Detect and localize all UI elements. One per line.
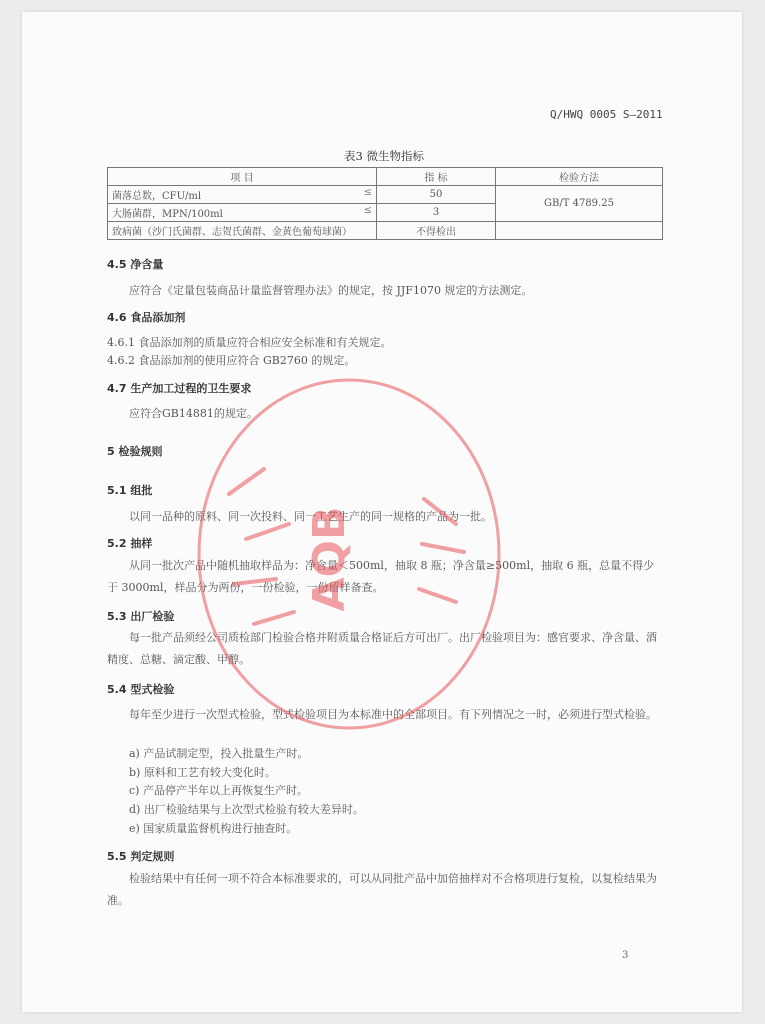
table-caption: 表3 微生物指标	[344, 149, 424, 163]
row-value: 不得检出	[377, 222, 496, 240]
method-cell: GB/T 4789.25	[496, 186, 663, 222]
list-item-c: c) 产品停产半年以上再恢复生产时。	[129, 784, 308, 797]
list-item-e: e) 国家质量监督机构进行抽查时。	[129, 822, 298, 835]
row-value: 50	[377, 186, 496, 204]
heading-4-6: 4.6 食品添加剂	[107, 311, 186, 324]
stamp-outer-ring	[199, 380, 499, 728]
list-item-b: b) 原料和工艺有较大变化时。	[129, 766, 276, 779]
heading-5-5: 5.5 判定规则	[107, 850, 175, 863]
paragraph-4-7: 应符合GB14881的规定。	[129, 407, 258, 420]
list-item-a: a) 产品试制定型，投入批量生产时。	[129, 747, 309, 760]
heading-5: 5 检验规则	[107, 445, 163, 458]
table-row	[108, 186, 663, 204]
clause-4-6-1: 4.6.1 食品添加剂的质量应符合相应安全标准和有关规定。	[107, 336, 392, 349]
comparison-symbol: ≤	[363, 205, 372, 216]
heading-5-2: 5.2 抽样	[107, 537, 153, 550]
comparison-symbol: ≤	[363, 187, 372, 198]
paragraph-5-4: 每年至少进行一次型式检验，型式检验项目为本标准中的全部项目。有下列情况之一时，必须进行型式检验。	[129, 708, 657, 721]
heading-4-7: 4.7 生产加工过程的卫生要求	[107, 382, 252, 395]
microbial-indicators-table	[107, 167, 663, 240]
method-cell-empty	[496, 222, 663, 240]
red-seal-stamp	[194, 374, 504, 734]
stamp-lettering: AQB	[304, 506, 355, 612]
heading-5-3: 5.3 出厂检验	[107, 610, 175, 623]
row-item: 致病菌（沙门氏菌群、志贺氏菌群、金黄色葡萄球菌）	[108, 222, 377, 240]
document-page	[22, 12, 742, 1012]
row-item	[108, 186, 377, 204]
row-item-label: 菌落总数，CFU/ml	[112, 191, 202, 202]
heading-4-5: 4.5 净含量	[107, 258, 164, 271]
paragraph-5-1: 以同一品种的原料、同一次投料、同一工艺生产的同一规格的产品为一批。	[129, 510, 492, 523]
header-indicator: 指 标	[377, 168, 496, 186]
clause-4-6-2: 4.6.2 食品添加剂的使用应符合 GB2760 的规定。	[107, 354, 356, 367]
row-value: 3	[377, 204, 496, 222]
table-header-row	[108, 168, 663, 186]
standard-number: Q/HWQ 0005 S—2011	[550, 108, 663, 121]
paragraph-4-5: 应符合《定量包装商品计量监督管理办法》的规定，按 JJF1070 规定的方法测定。	[129, 284, 533, 297]
page-number: 3	[622, 950, 629, 961]
list-item-d: d) 出厂检验结果与上次型式检验有较大差异时。	[129, 803, 364, 816]
paragraph-5-5: 检验结果中有任何一项不符合本标准要求的，可以从同批产品中加倍抽样对不合格项进行复检，以复检结果为准。	[107, 872, 657, 907]
heading-5-1: 5.1 组批	[107, 484, 153, 497]
paragraph-5-2: 从同一批次产品中随机抽取样品为：净含量＜500ml，抽取 8 瓶；净含量≥500ml，抽取 6 瓶，总量不得少于 3000ml，样品分为两份，一份检验，一份留样备查。	[107, 559, 655, 594]
row-item	[108, 204, 377, 222]
header-method: 检验方法	[496, 168, 663, 186]
row-item-label: 大肠菌群，MPN/100ml	[112, 209, 223, 220]
paragraph-5-3: 每一批产品须经公司质检部门检验合格并附质量合格证后方可出厂。出厂检验项目为：感官要求、净含量、酒精度、总糖、滴定酸、甲醇。	[107, 631, 657, 666]
header-item: 项 目	[108, 168, 377, 186]
stamp-glyph-strokes	[229, 469, 294, 624]
table-row	[108, 222, 663, 240]
heading-5-4: 5.4 型式检验	[107, 683, 175, 696]
